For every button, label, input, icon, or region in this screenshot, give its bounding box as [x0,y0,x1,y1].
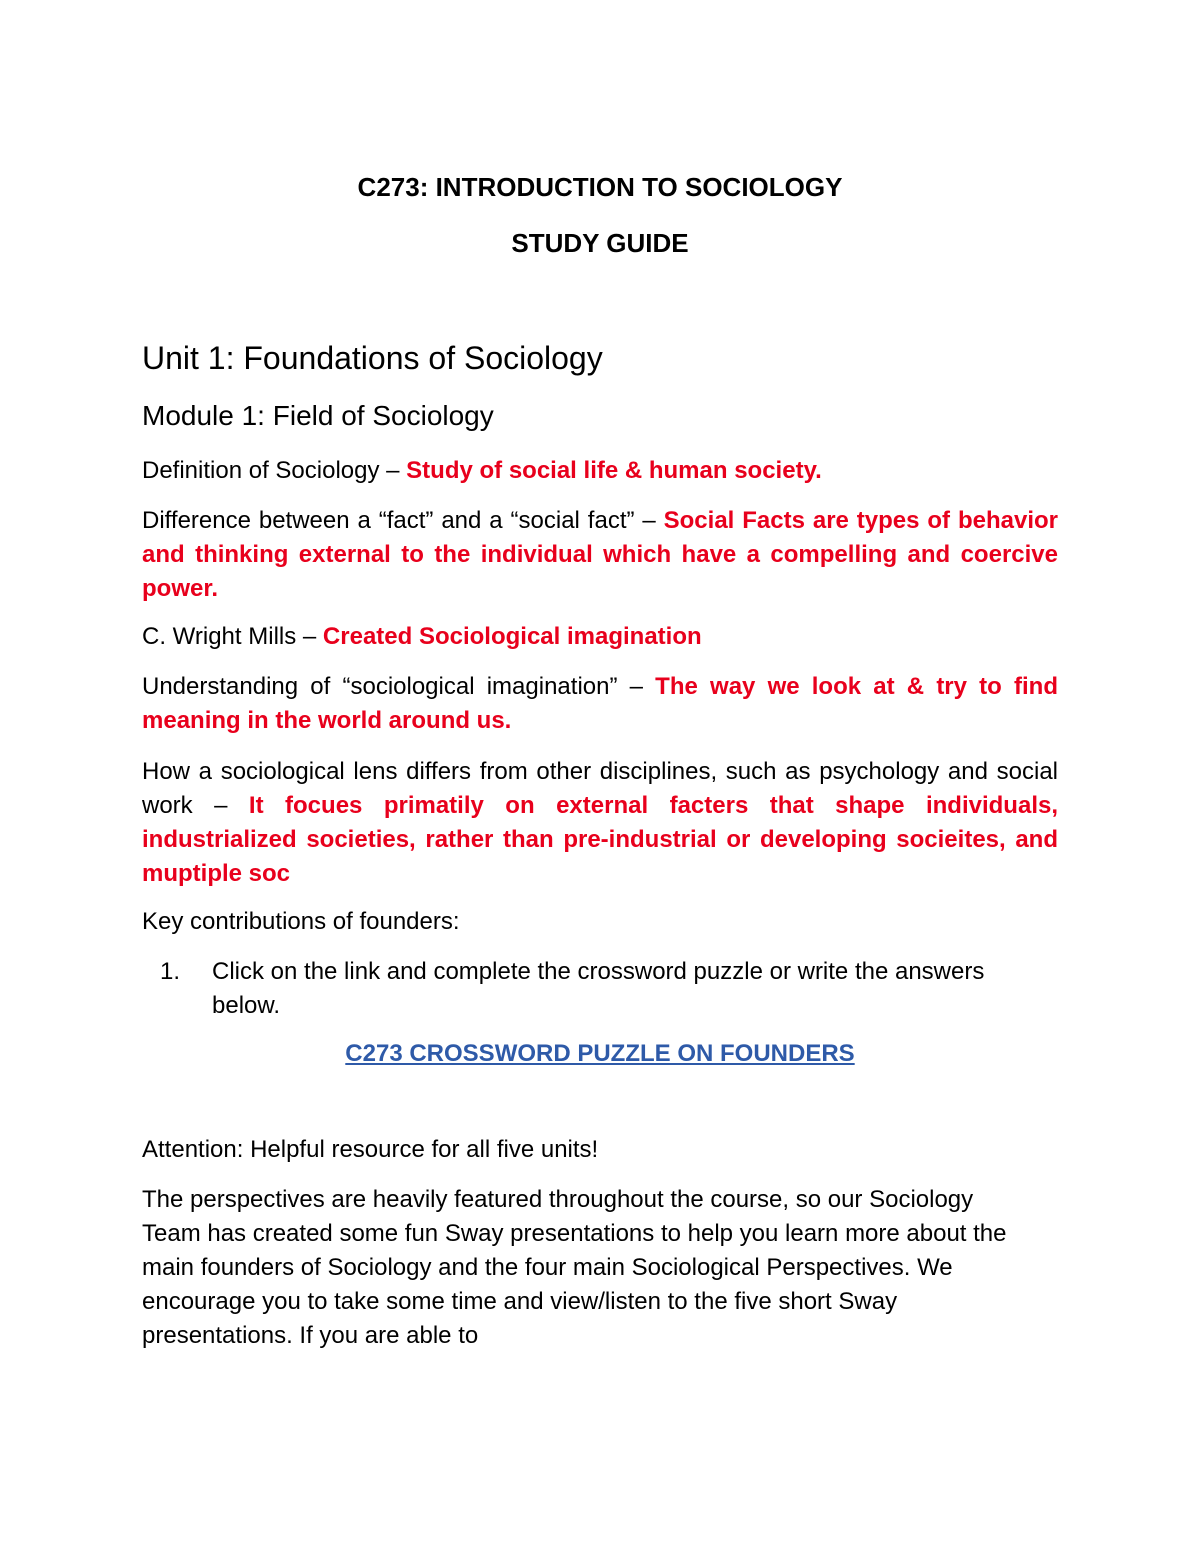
lens-item [142,755,1058,891]
crossword-link[interactable]: C273 CROSSWORD PUZZLE ON FOUNDERS [345,1040,855,1067]
imagination-item [142,670,1058,738]
mills-item [142,620,1058,654]
mills-prompt: C. Wright Mills – [142,623,323,650]
definition-answer: Study of social life & human society. [406,457,822,484]
founders-heading: Key contributions of founders: [142,908,460,935]
list-item [160,955,1040,1023]
imagination-prompt: Understanding of “sociological imagination” – [142,673,656,700]
list-text: Click on the link and complete the crossword puzzle or write the answers below. [212,958,985,1019]
definition-prompt: Definition of Sociology – [142,457,407,484]
imagination-answer: The way we look at & try to find meaning in the world around us. [142,673,1058,734]
list-number: 1. [160,958,181,985]
module-heading: Module 1: Field of Sociology [142,400,494,431]
definition-item [142,454,1058,488]
social-fact-item [142,504,1058,606]
lens-answer: It focues primatily on external facters that shape individuals, industrialized societies, rather than pre-industrial or developing socieites, and muptiple soc [142,792,1059,887]
social-fact-answer: Social Facts are types of behavior and thinking external to the individual which have a compelling and coercive power. [142,507,1058,602]
attention-text: Attention: Helpful resource for all five units! [142,1136,599,1163]
social-fact-prompt: Difference between a “fact” and a “social fact” – [142,507,664,534]
unit-heading: Unit 1: Foundations of Sociology [142,340,603,376]
course-title: C273: INTRODUCTION TO SOCIOLOGY [357,172,843,202]
perspectives-text: The perspectives are heavily featured throughout the course, so our Sociology Team has created some fun Sway presentations to help you learn more about the main founders of Sociology and the four main Sociological Perspectives. We encourage you to take some time and view/listen to the five short Sway presentations. If you are able to [142,1186,1007,1349]
lens-prompt: How a sociological lens differs from other disciplines, such as psychology and social work – [142,758,1058,819]
mills-answer: Created Sociological imagination [322,623,702,650]
study-guide-title: STUDY GUIDE [511,228,689,258]
